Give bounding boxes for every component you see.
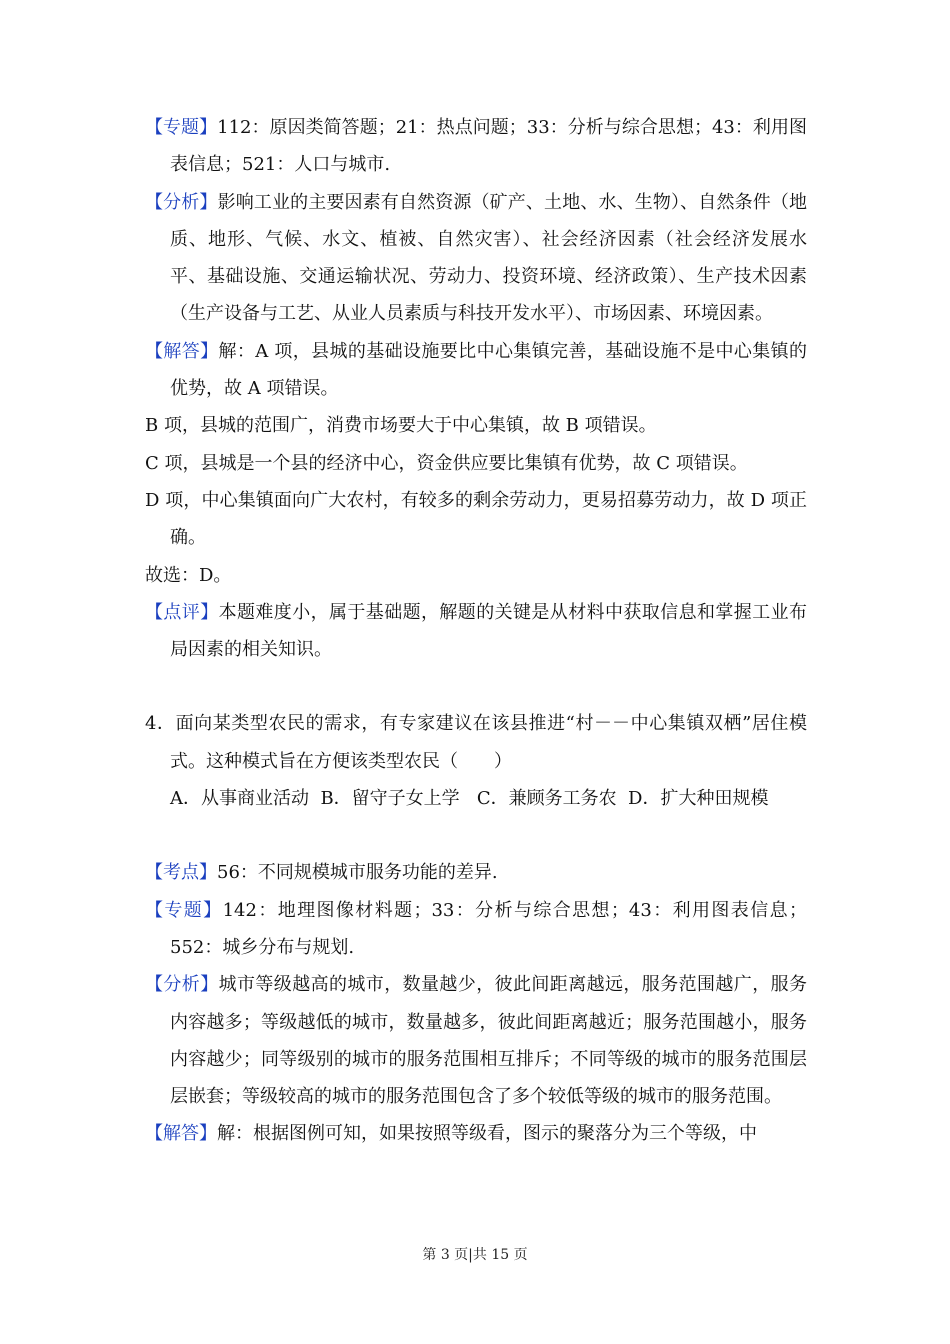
answer-text: 解：A 项，县城的基础设施要比中心集镇完善，基础设施不是中心集镇的优势，故 A 项错误。 <box>170 340 808 400</box>
topic-tag: 【专题】 <box>145 117 218 138</box>
comment-paragraph <box>145 594 807 669</box>
answer-paragraph-2 <box>145 1115 807 1152</box>
analysis-paragraph <box>145 184 807 333</box>
comment-text: 本题难度小，属于基础题，解题的关键是从材料中获取信息和掌握工业布局因素的相关知识。 <box>170 601 808 661</box>
answer-tag-2: 【解答】 <box>145 1123 217 1145</box>
knowledge-point-paragraph <box>145 854 807 891</box>
analysis-text: 影响工业的主要因素有自然资源（矿产、土地、水、生物）、自然条件（地质、地形、气候、水文、植被、自然灾害）、社会经济因素（社会经济发展水平、基础设施、交通运输状况、劳动力、投资环境、经济政策）、生产技术因素（生产设备与工艺、从业人员素质与科技开发水平）、市场因素、环境因素。 <box>170 191 808 325</box>
question-4-stem: 4．面向某类型农民的需求，有专家建议在该县推进“村－－中心集镇双栖”居住模式。这种模式旨在方便该类型农民（ ） <box>145 713 807 772</box>
topic-tag-2: 【专题】 <box>145 899 223 921</box>
answer-tag: 【解答】 <box>145 340 219 362</box>
analysis-paragraph-2 <box>145 966 807 1115</box>
analysis-tag: 【分析】 <box>145 191 218 213</box>
analysis-tag-2: 【分析】 <box>145 974 219 996</box>
comment-tag: 【点评】 <box>145 601 219 623</box>
topic-paragraph-2 <box>145 892 807 967</box>
knowledge-point-text: 56：不同规模城市服务功能的差异. <box>217 862 498 884</box>
answer-line-d: D 项，中心集镇面向广大农村，有较多的剩余劳动力，更易招募劳动力，故 D 项正确。 <box>145 489 807 549</box>
answer-line-b: B 项，县城的范围广，消费市场要大于中心集镇，故 B 项错误。 <box>145 415 657 437</box>
answer-text-2: 解：根据图例可知，如果按照等级看，图示的聚落分为三个等级，中 <box>217 1123 757 1145</box>
page-number: 第 3 页|共 15 页 <box>422 1247 528 1263</box>
answer-paragraph <box>145 333 807 408</box>
knowledge-point-tag: 【考点】 <box>145 862 217 884</box>
document-body <box>145 109 807 1153</box>
question-4-options: A．从事商业活动 B．留守子女上学 C．兼顾务工务农 D．扩大种田规模 <box>170 788 769 810</box>
answer-choice: 故选：D。 <box>145 564 232 586</box>
topic-text: 112：原因类简答题；21：热点问题；33：分析与综合思想；43：利用图表信息；521：人口与城市. <box>170 117 807 176</box>
topic-text-2: 142：地理图像材料题；33：分析与综合思想；43：利用图表信息；552：城乡分布与规划. <box>170 899 807 958</box>
analysis-text-2: 城市等级越高的城市，数量越少，彼此间距离越远，服务范围越广，服务内容越多；等级越低的城市，数量越多，彼此间距离越近；服务范围越小，服务内容越少；同等级别的城市的服务范围相互排斥；不同等级的城市的服务范围层层嵌套；等级较高的城市的服务范围包含了多个较低等级的城市的服务范围。 <box>170 974 808 1108</box>
topic-paragraph <box>145 109 807 184</box>
answer-line-c: C 项，县城是一个县的经济中心，资金供应要比集镇有优势，故 C 项错误。 <box>145 452 748 474</box>
